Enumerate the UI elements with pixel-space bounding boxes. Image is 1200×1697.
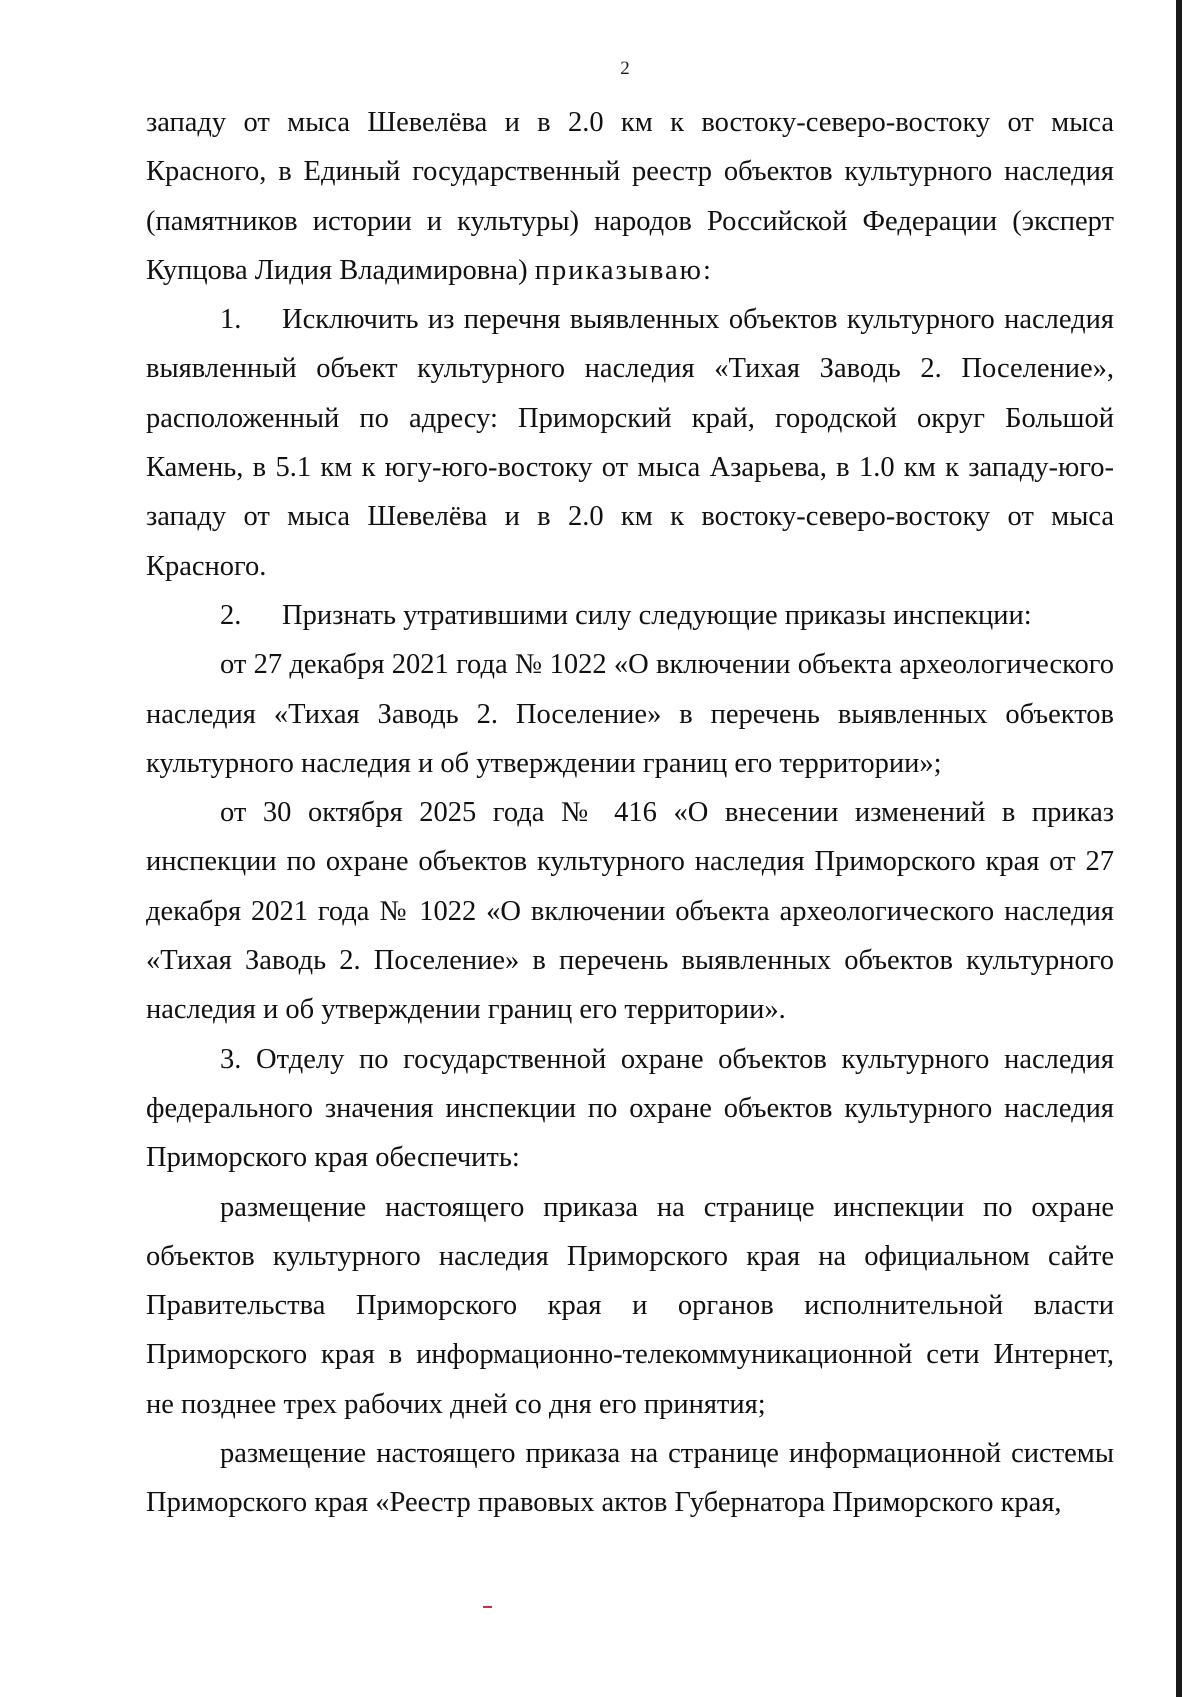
list-item-2 — [146, 591, 1114, 640]
list-item-3: 3. Отделу по государственной охране объектов культурного наследия федерального значения инспекции по охране объектов культурного наследия Приморского края обеспечить: — [146, 1043, 1114, 1174]
intro-paragraph — [146, 98, 1114, 295]
placement-paragraph-1: размещение настоящего приказа на странице инспекции по охране объектов культурного наследия Приморского края на официальном сайте Правительства Приморского края и органов исполнительной власти Приморского края в информационно-телекоммуникационной сети Интернет, не позднее трех рабочих дней со дня его принятия; — [146, 1191, 1114, 1420]
scan-mark — [483, 1606, 492, 1608]
list-item-1 — [146, 295, 1114, 591]
list-item-2-text: Признать утратившими силу следующие приказы инспекции: — [282, 599, 1032, 631]
revoked-order-2: от 30 октября 2025 года № 416 «О внесении изменений в приказ инспекции по охране объектов культурного наследия Приморского края от 27 декабря 2021 года № 1022 «О включении объекта археологического наследия «Тихая Заводь 2. Поселение» в перечень выявленных объектов культурного наследия и об утверждении границ его территории». — [146, 797, 1114, 1026]
document-body — [146, 98, 1114, 1528]
intro-text: западу от мыса Шевелёва и в 2.0 км к востоку-северо-востоку от мыса Красного, в Единый государственный реестр объектов культурного наследия (памятников истории и культуры) народов Российской Федерации (эксперт Купцова Лидия Владимировна) — [146, 107, 1114, 286]
order-word: приказываю: — [534, 254, 713, 286]
page-edge — [1176, 0, 1200, 1697]
placement-paragraph-2: размещение настоящего приказа на странице информационной системы Приморского края «Реестр правовых актов Губернатора Приморского края, — [146, 1438, 1114, 1519]
revoked-order-1: от 27 декабря 2021 года № 1022 «О включении объекта археологического наследия «Тихая Заводь 2. Поселение» в перечень выявленных объектов культурного наследия и об утверждении границ его территории»; — [146, 649, 1114, 779]
list-item-2-number: 2. — [220, 599, 242, 631]
list-item-1-number: 1. — [220, 304, 242, 336]
list-item-1-text: Исключить из перечня выявленных объектов культурного наследия выявленный объект культурного наследия «Тихая Заводь 2. Поселение», расположенный по адресу: Приморский край, городской округ Большой Камень, в 5.1 км к югу-юго-востоку от мыса Азарьева, в 1.0 км к западу-юго-западу от мыса Шевелёва и в 2.0 км к востоку-северо-востоку от мыса Красного. — [146, 304, 1114, 582]
page-number: 2 — [620, 58, 630, 79]
